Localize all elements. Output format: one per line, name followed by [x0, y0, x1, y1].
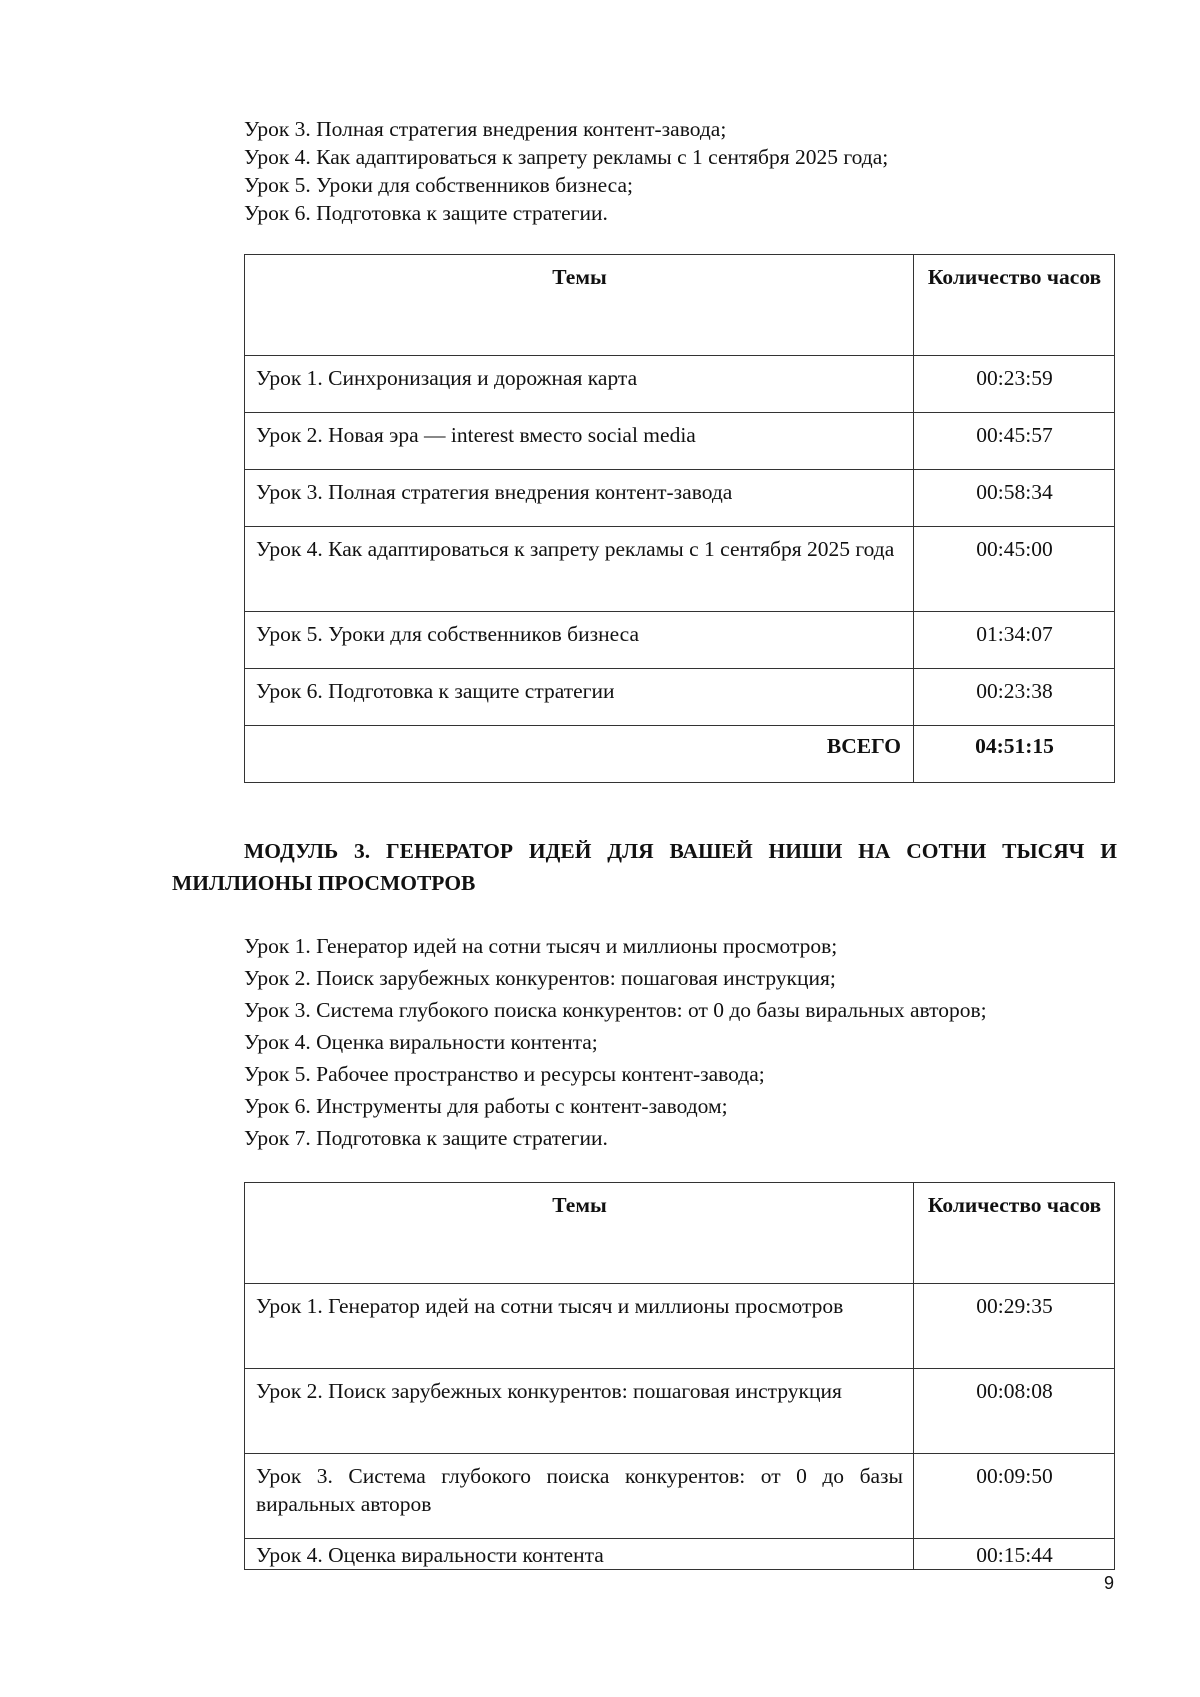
table-row	[245, 1539, 1115, 1570]
module3-hours-table	[244, 1182, 1115, 1570]
topic-cell: Урок 6. Подготовка к защите стратегии	[245, 669, 914, 726]
table-row	[245, 527, 1115, 612]
lesson-list-item: Урок 6. Инструменты для работы с контент-заводом;	[244, 1094, 728, 1118]
duration-cell: 00:29:35	[914, 1284, 1115, 1369]
table-row	[245, 470, 1115, 527]
module3-lesson-list	[244, 930, 987, 1154]
duration-cell: 00:58:34	[914, 470, 1115, 527]
lesson-list-item: Урок 5. Уроки для собственников бизнеса;	[244, 173, 633, 197]
table-row	[245, 1454, 1115, 1539]
module2-lesson-list	[244, 115, 888, 227]
module3-heading: МОДУЛЬ 3. ГЕНЕРАТОР ИДЕЙ ДЛЯ ВАШЕЙ НИШИ НА СОТНИ ТЫСЯЧ И МИЛЛИОНЫ ПРОСМОТРОВ	[172, 839, 1117, 895]
table-header-row	[245, 255, 1115, 356]
duration-cell: 00:45:00	[914, 527, 1115, 612]
lesson-list-item: Урок 1. Генератор идей на сотни тысяч и миллионы просмотров;	[244, 934, 838, 958]
total-value: 04:51:15	[914, 726, 1115, 783]
total-label: ВСЕГО	[245, 726, 914, 783]
lesson-list-item: Урок 4. Как адаптироваться к запрету рекламы с 1 сентября 2025 года;	[244, 145, 889, 169]
table-row	[245, 612, 1115, 669]
lesson-list-item: Урок 3. Система глубокого поиска конкурентов: от 0 до базы виральных авторов;	[244, 998, 987, 1022]
lesson-list-item: Урок 3. Полная стратегия внедрения контент-завода;	[244, 117, 727, 141]
lesson-list-item: Урок 7. Подготовка к защите стратегии.	[244, 1126, 608, 1150]
duration-cell: 00:45:57	[914, 413, 1115, 470]
topic-cell: Урок 3. Полная стратегия внедрения контент-завода	[245, 470, 914, 527]
header-topics: Темы	[245, 255, 914, 356]
table-total-row	[245, 726, 1115, 783]
lesson-list-item: Урок 4. Оценка виральности контента;	[244, 1030, 598, 1054]
duration-cell: 00:08:08	[914, 1369, 1115, 1454]
lesson-list-item: Урок 2. Поиск зарубежных конкурентов: пошаговая инструкция;	[244, 966, 836, 990]
lesson-list-item: Урок 5. Рабочее пространство и ресурсы контент-завода;	[244, 1062, 765, 1086]
table-row	[245, 413, 1115, 470]
topic-cell: Урок 4. Как адаптироваться к запрету рекламы с 1 сентября 2025 года	[245, 527, 914, 612]
header-hours: Количество часов	[914, 255, 1115, 356]
duration-cell: 00:09:50	[914, 1454, 1115, 1539]
topic-cell: Урок 3. Система глубокого поиска конкурентов: от 0 до базы виральных авторов	[245, 1454, 914, 1539]
lesson-list-item: Урок 6. Подготовка к защите стратегии.	[244, 201, 608, 225]
topic-cell: Урок 1. Синхронизация и дорожная карта	[245, 356, 914, 413]
topic-cell: Урок 1. Генератор идей на сотни тысяч и миллионы просмотров	[245, 1284, 914, 1369]
topic-cell: Урок 5. Уроки для собственников бизнеса	[245, 612, 914, 669]
topic-cell: Урок 2. Поиск зарубежных конкурентов: пошаговая инструкция	[245, 1369, 914, 1454]
header-hours: Количество часов	[914, 1183, 1115, 1284]
page-number: 9	[1103, 1573, 1114, 1593]
table-header-row	[245, 1183, 1115, 1284]
header-topics: Темы	[245, 1183, 914, 1284]
duration-cell: 00:23:59	[914, 356, 1115, 413]
table-row	[245, 669, 1115, 726]
topic-cell: Урок 4. Оценка виральности контента	[245, 1539, 914, 1570]
duration-cell: 00:23:38	[914, 669, 1115, 726]
table-row	[245, 1284, 1115, 1369]
table-row	[245, 1369, 1115, 1454]
module2-hours-table	[244, 254, 1115, 783]
duration-cell: 01:34:07	[914, 612, 1115, 669]
duration-cell: 00:15:44	[914, 1539, 1115, 1570]
table-row	[245, 356, 1115, 413]
topic-cell: Урок 2. Новая эра — interest вместо social media	[245, 413, 914, 470]
